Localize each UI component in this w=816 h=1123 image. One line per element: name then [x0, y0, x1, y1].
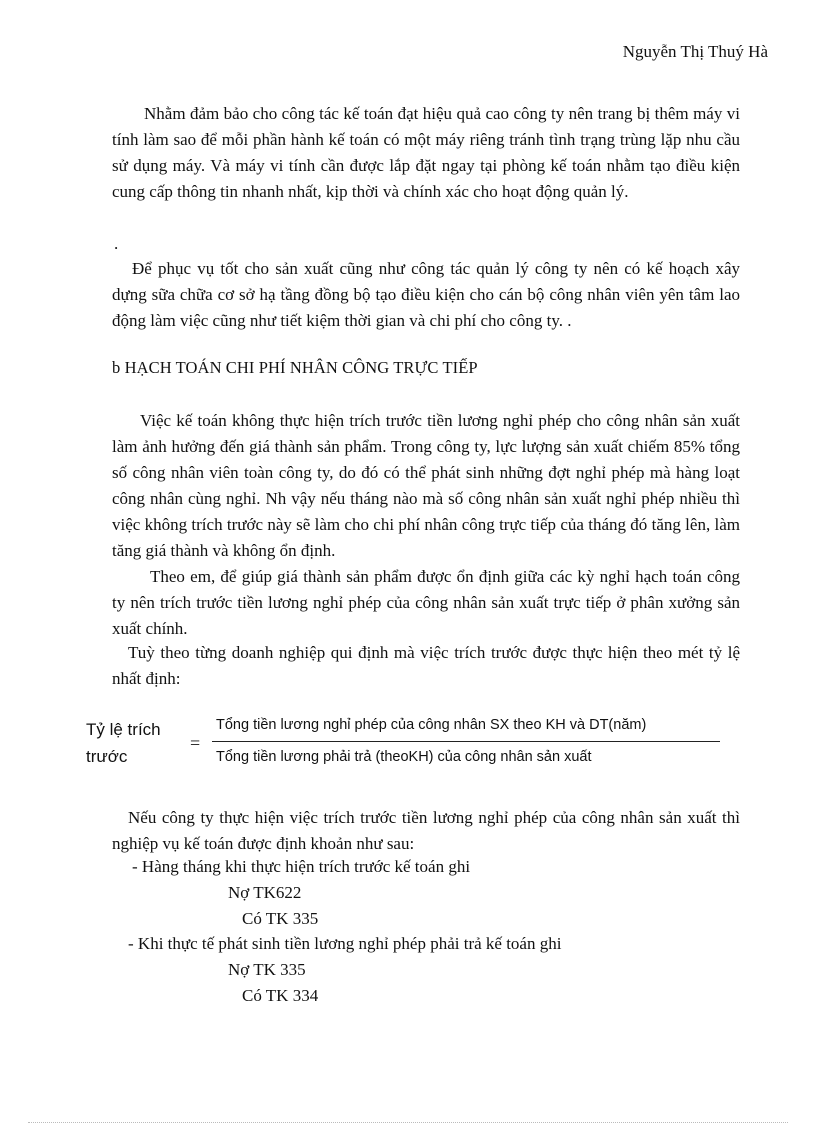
entry-monthly-debit: Nợ TK622	[228, 883, 302, 902]
fraction-bar	[212, 741, 720, 742]
paragraph-ratio-intro: Tuỳ theo từng doanh nghiệp qui định mà việc trích trước được thực hiện theo mét tỷ lệ nhất định:	[112, 643, 740, 688]
paragraph-infrastructure: Để phục vụ tốt cho sản xuất cũng như công tác quản lý công ty nên có kế hoạch xây dựng sữa chữa cơ sở hạ tầng đồng bộ tạo điều kiện cho cán bộ công nhân viên yên tâm lao động làm việc cũng như tiết kiệm thời gian và chi phí cho công ty. .	[112, 259, 740, 330]
stray-dot: .	[114, 234, 119, 253]
formula-denominator: Tổng tiền lương phải trả (theoKH) của công nhân sản xuất	[216, 749, 592, 765]
formula-label: Tỷ lệ trích trước	[86, 720, 161, 766]
formula-equals: =	[190, 733, 201, 753]
entry-monthly-credit: Có TK 335	[242, 909, 319, 928]
entry-actual-debit: Nợ TK 335	[228, 960, 306, 979]
entry-actual-credit: Có TK 334	[242, 986, 319, 1005]
formula-numerator: Tổng tiền lương nghỉ phép của công nhân SX theo KH và DT(năm)	[216, 717, 647, 733]
author-name: Nguyễn Thị Thuý Hà	[622, 42, 768, 61]
section-heading: b HẠCH TOÁN CHI PHÍ NHÂN CÔNG TRỰC TIẾP	[112, 358, 478, 377]
paragraph-recommendation: Theo em, để giúp giá thành sản phẩm được ổn định giữa các kỳ nghỉ hạch toán công ty nên trích trước tiền lương nghỉ phép của công nhân sản xuất trực tiếp ở phân xưởng sản xuất chính.	[112, 567, 740, 638]
entry-actual-leave: - Khi thực tế phát sinh tiền lương nghỉ phép phải trả kế toán ghi	[128, 934, 562, 953]
paragraph-accounting-entries: Nếu công ty thực hiện việc trích trước tiền lương nghỉ phép của công nhân sản xuất thì nghiệp vụ kế toán được định khoản như sau:	[112, 808, 740, 853]
paragraph-computer-equipment: Nhằm đảm bảo cho công tác kế toán đạt hiệu quả cao công ty nên trang bị thêm máy vi tính làm sao để mỗi phần hành kế toán có một máy riêng tránh tình trạng trùng lặp nhu cầu sử dụng máy. Và máy vi tính cần được lắp đặt ngay tại phòng kế toán nhằm tạo điều kiện cung cấp thông tin nhanh nhất, kịp thời và chính xác cho hoạt động quản lý.	[112, 104, 740, 201]
paragraph-labor-cost: Việc kế toán không thực hiện trích trước tiền lương nghỉ phép cho công nhân sản xuất làm ảnh hưởng đến giá thành sản phẩm. Trong công ty, lực lượng sản xuất chiếm 85% tổng số công nhân viên toàn công ty, do đó có thể phát sinh những đợt nghỉ phép mà hàng loạt công nhân cùng nghỉ. Nh vậy nếu tháng nào mà số công nhân sản xuất nghỉ phép nhiều thì việc không trích trước này sẽ làm cho chi phí nhân công trực tiếp của tháng đó tăng lên, làm tăng giá thành và không ổn định.	[112, 411, 740, 560]
entry-monthly-accrual: - Hàng tháng khi thực hiện trích trước kế toán ghi	[132, 857, 471, 876]
